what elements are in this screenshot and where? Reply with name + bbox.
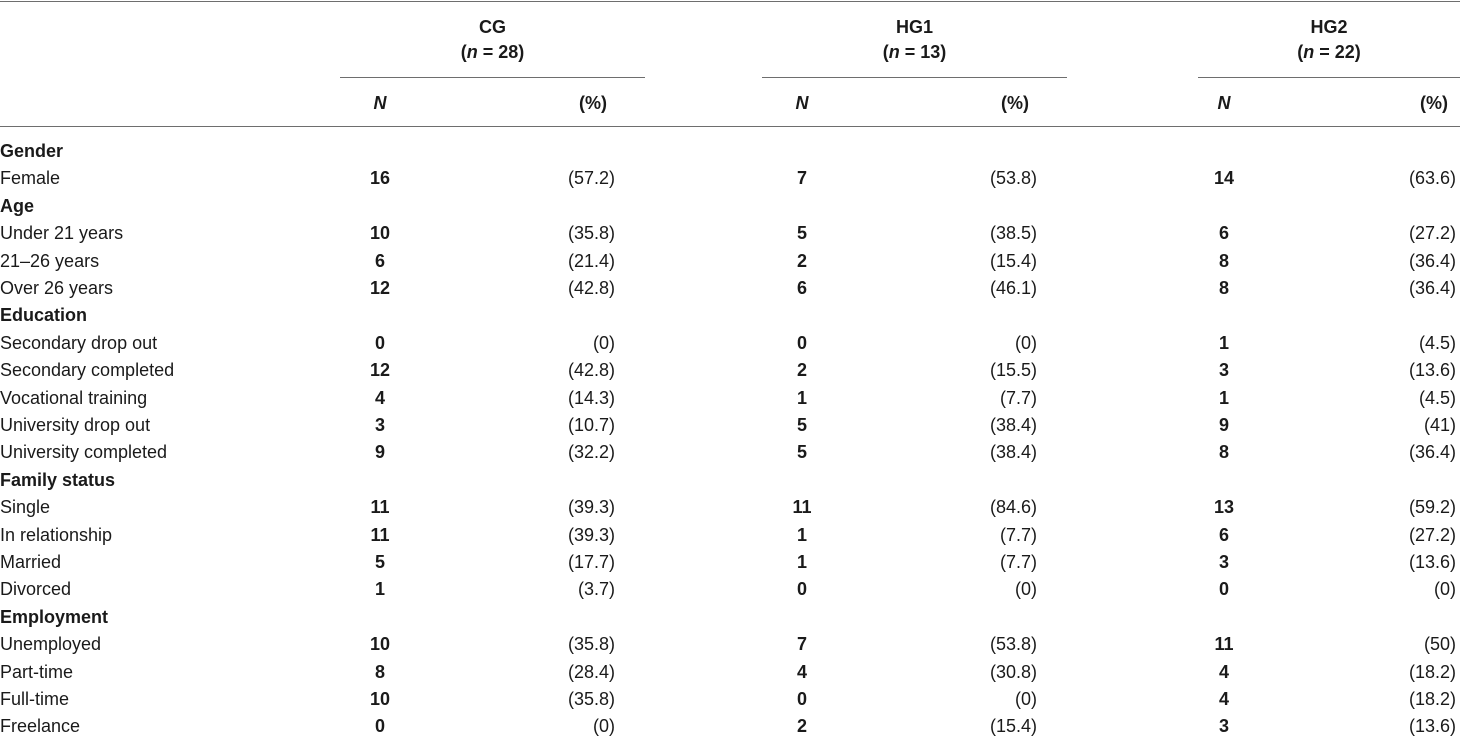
percent-column-header: (%) — [1420, 93, 1448, 113]
n-value-cell: 10 — [369, 689, 391, 709]
percent-value-cell: (39.3) — [567, 525, 615, 545]
row-label: Unemployed — [0, 634, 102, 654]
n-value-cell: 16 — [369, 168, 391, 188]
row-label: Female — [0, 168, 61, 188]
percent-value-cell: (18.2) — [1408, 662, 1456, 682]
percent-value-cell: (7.7) — [999, 552, 1037, 572]
percent-value-cell: (46.1) — [989, 278, 1037, 298]
row-label: Part-time — [0, 662, 74, 682]
n-value-cell: 3 — [1218, 716, 1229, 736]
group-n: (n = 13) — [882, 42, 947, 62]
percent-value-cell: (41) — [1423, 415, 1456, 435]
n-value-cell: 1 — [796, 552, 807, 572]
n-value-cell: 5 — [796, 223, 807, 243]
percent-value-cell: (35.8) — [567, 223, 615, 243]
percent-value-cell: (42.8) — [567, 278, 615, 298]
percent-value-cell: (10.7) — [567, 415, 615, 435]
group-name: CG — [479, 17, 506, 37]
n-value-cell: 8 — [1218, 251, 1229, 271]
group-name: HG2 — [1310, 17, 1348, 37]
percent-value-cell: (13.6) — [1408, 552, 1456, 572]
n-value-cell: 8 — [1218, 278, 1229, 298]
row-label: Vocational training — [0, 388, 148, 408]
percent-value-cell: (39.3) — [567, 497, 615, 517]
percent-value-cell: (57.2) — [567, 168, 615, 188]
n-value-cell: 4 — [374, 388, 385, 408]
n-value-cell: 12 — [369, 278, 391, 298]
section-heading: Age — [0, 196, 35, 216]
percent-value-cell: (36.4) — [1408, 278, 1456, 298]
n-value-cell: 7 — [796, 634, 807, 654]
percent-value-cell: (0) — [1015, 333, 1037, 353]
n-value-cell: 5 — [796, 415, 807, 435]
n-column-header: N — [1217, 93, 1231, 113]
n-value-cell: 10 — [369, 223, 391, 243]
group-n-label: n — [888, 42, 900, 62]
n-value-cell: 6 — [796, 278, 807, 298]
percent-value-cell: (38.5) — [989, 223, 1037, 243]
percent-value-cell: (3.7) — [577, 579, 615, 599]
n-value-cell: 1 — [374, 579, 385, 599]
group-n-value: = 28) — [477, 42, 525, 62]
group-underline-cg — [340, 77, 645, 78]
percent-value-cell: (38.4) — [989, 442, 1037, 462]
row-label: Married — [0, 552, 62, 572]
n-column-header: N — [373, 93, 387, 113]
group-n-label: n — [466, 42, 478, 62]
group-n: (n = 28) — [460, 42, 525, 62]
n-value-cell: 5 — [374, 552, 385, 572]
n-value-cell: 0 — [374, 333, 385, 353]
row-label: Over 26 years — [0, 278, 114, 298]
percent-value-cell: (50) — [1423, 634, 1456, 654]
percent-value-cell: (17.7) — [567, 552, 615, 572]
percent-value-cell: (7.7) — [999, 388, 1037, 408]
n-value-cell: 1 — [796, 388, 807, 408]
row-label: 21–26 years — [0, 251, 100, 271]
percent-value-cell: (84.6) — [989, 497, 1037, 517]
header-bottom-rule — [0, 126, 1460, 127]
percent-value-cell: (36.4) — [1408, 442, 1456, 462]
section-heading: Family status — [0, 470, 116, 490]
row-label: University drop out — [0, 415, 151, 435]
percent-value-cell: (36.4) — [1408, 251, 1456, 271]
n-value-cell: 0 — [796, 689, 807, 709]
row-label: Single — [0, 497, 51, 517]
group-name: HG1 — [895, 17, 933, 37]
n-value-cell: 8 — [1218, 442, 1229, 462]
group-header-hg1 — [762, 15, 1067, 65]
percent-value-cell: (4.5) — [1418, 388, 1456, 408]
percent-value-cell: (4.5) — [1418, 333, 1456, 353]
percent-value-cell: (63.6) — [1408, 168, 1456, 188]
n-value-cell: 8 — [374, 662, 385, 682]
n-value-cell: 2 — [796, 716, 807, 736]
percent-value-cell: (7.7) — [999, 525, 1037, 545]
percent-value-cell: (28.4) — [567, 662, 615, 682]
row-label: Freelance — [0, 716, 81, 736]
n-value-cell: 6 — [1218, 223, 1229, 243]
group-underline-hg2 — [1198, 77, 1460, 78]
row-label: University completed — [0, 442, 168, 462]
percent-value-cell: (13.6) — [1408, 360, 1456, 380]
n-value-cell: 12 — [369, 360, 391, 380]
percent-value-cell: (59.2) — [1408, 497, 1456, 517]
section-heading: Education — [0, 305, 88, 325]
n-value-cell: 4 — [796, 662, 807, 682]
n-value-cell: 1 — [1218, 333, 1229, 353]
percent-value-cell: (32.2) — [567, 442, 615, 462]
percent-value-cell: (0) — [1434, 579, 1456, 599]
percent-value-cell: (15.4) — [989, 716, 1037, 736]
n-value-cell: 11 — [370, 525, 390, 545]
n-value-cell: 10 — [369, 634, 391, 654]
row-label: Full-time — [0, 689, 70, 709]
n-value-cell: 14 — [1213, 168, 1235, 188]
n-value-cell: 7 — [796, 168, 807, 188]
percent-value-cell: (15.4) — [989, 251, 1037, 271]
n-value-cell: 9 — [1218, 415, 1229, 435]
n-value-cell: 2 — [796, 360, 807, 380]
group-n-label: n — [1303, 42, 1315, 62]
percent-column-header: (%) — [1001, 93, 1029, 113]
n-value-cell: 0 — [374, 716, 385, 736]
percent-value-cell: (27.2) — [1408, 223, 1456, 243]
n-value-cell: 2 — [796, 251, 807, 271]
n-value-cell: 3 — [1218, 552, 1229, 572]
n-value-cell: 9 — [374, 442, 385, 462]
n-value-cell: 11 — [792, 497, 812, 517]
section-heading: Employment — [0, 607, 109, 627]
percent-value-cell: (13.6) — [1408, 716, 1456, 736]
n-value-cell: 4 — [1218, 689, 1229, 709]
group-n-value: = 13) — [899, 42, 947, 62]
percent-value-cell: (35.8) — [567, 634, 615, 654]
percent-value-cell: (18.2) — [1408, 689, 1456, 709]
percent-value-cell: (0) — [593, 716, 615, 736]
row-label: Secondary drop out — [0, 333, 158, 353]
percent-value-cell: (0) — [593, 333, 615, 353]
n-value-cell: 0 — [796, 579, 807, 599]
group-header-hg2 — [1198, 15, 1460, 65]
percent-value-cell: (14.3) — [567, 388, 615, 408]
group-header-cg — [340, 15, 645, 65]
n-value-cell: 13 — [1213, 497, 1235, 517]
n-value-cell: 4 — [1218, 662, 1229, 682]
n-value-cell: 0 — [796, 333, 807, 353]
percent-column-header: (%) — [579, 93, 607, 113]
percent-value-cell: (21.4) — [567, 251, 615, 271]
n-column-header: N — [795, 93, 809, 113]
percent-value-cell: (15.5) — [989, 360, 1037, 380]
table-top-rule — [0, 1, 1460, 2]
percent-value-cell: (27.2) — [1408, 525, 1456, 545]
section-heading: Gender — [0, 141, 64, 161]
group-n-value: = 22) — [1314, 42, 1361, 62]
n-value-cell: 11 — [370, 497, 390, 517]
n-value-cell: 6 — [1218, 525, 1229, 545]
n-value-cell: 11 — [1214, 634, 1234, 654]
n-value-cell: 1 — [1218, 388, 1229, 408]
group-n: (n = 22) — [1297, 42, 1361, 62]
group-underline-hg1 — [762, 77, 1067, 78]
percent-value-cell: (0) — [1015, 689, 1037, 709]
row-label: Divorced — [0, 579, 72, 599]
n-value-cell: 5 — [796, 442, 807, 462]
n-value-cell: 3 — [374, 415, 385, 435]
percent-value-cell: (0) — [1015, 579, 1037, 599]
row-label: In relationship — [0, 525, 113, 545]
percent-value-cell: (35.8) — [567, 689, 615, 709]
percent-value-cell: (38.4) — [989, 415, 1037, 435]
row-label: Secondary completed — [0, 360, 175, 380]
percent-value-cell: (53.8) — [989, 634, 1037, 654]
n-value-cell: 1 — [796, 525, 807, 545]
percent-value-cell: (53.8) — [989, 168, 1037, 188]
n-value-cell: 3 — [1218, 360, 1229, 380]
n-value-cell: 6 — [374, 251, 385, 271]
percent-value-cell: (42.8) — [567, 360, 615, 380]
n-value-cell: 0 — [1218, 579, 1229, 599]
percent-value-cell: (30.8) — [989, 662, 1037, 682]
row-label: Under 21 years — [0, 223, 124, 243]
